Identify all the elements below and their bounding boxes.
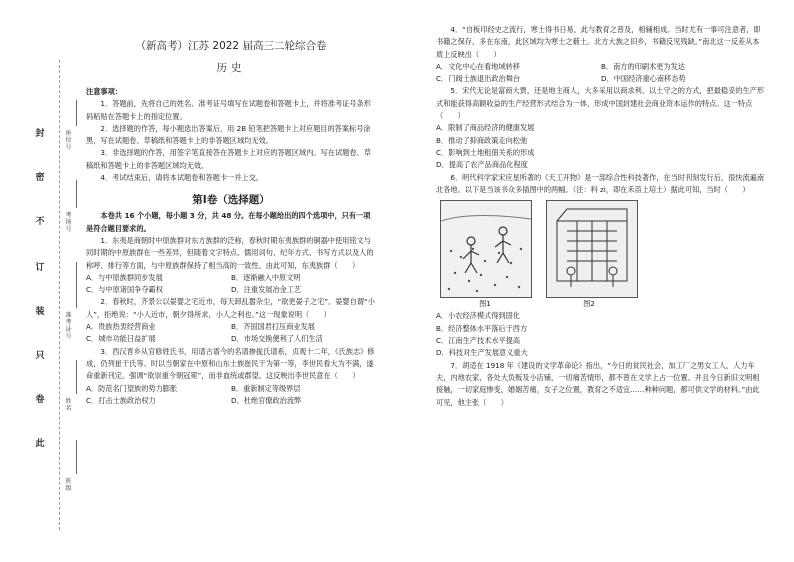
left-column xyxy=(86,24,376,407)
field-line xyxy=(76,262,77,308)
binding-char: 装 xyxy=(35,307,45,317)
option: A．小农经济模式得到固化 xyxy=(436,311,520,321)
binding-char: 订 xyxy=(35,263,45,273)
section-title: 第Ⅰ卷（选择题） xyxy=(192,194,270,207)
figure-caption: 图2 xyxy=(583,299,595,309)
field-line xyxy=(76,100,77,126)
option: C．门阀士族退出政治舞台 xyxy=(436,74,521,84)
field-seat-number: 座位号 xyxy=(65,130,72,151)
options-row xyxy=(86,321,376,333)
option: C．影响到土地租佃关系的形成 xyxy=(436,147,535,157)
field-line xyxy=(76,440,77,474)
option: A．限制了商品经济的健康发展 xyxy=(436,123,535,133)
options-row xyxy=(436,61,766,73)
option: B．齐国国君打压商业发展 xyxy=(231,322,315,332)
figure-1-illustration xyxy=(440,200,532,298)
option: D．提高了农产品商品化程度 xyxy=(436,160,528,170)
section-instructions: 本卷共 16 个小题，每小题 3 分，共 48 分。在每小题给出的四个选项中，只有一项是符合题目要求的。 xyxy=(86,211,371,233)
question-stem: 1．东夷是商朝时中原族群对东方族群的泛称，春秋时期东夷族群的铜器中使用铭文与同时期的中原族群在一些差异，但随着文字特点、儒用词句、纪年方式、书写方式以及人的称呼、排行等方面，与中原族群保持了相当高的一致性。由此可知，东夷族群（ ） xyxy=(86,235,374,270)
exam-title: （新高考）江苏 2022 届高三二轮综合卷 xyxy=(135,40,327,52)
figure-caption: 图1 xyxy=(479,299,491,309)
figures xyxy=(440,200,766,298)
option: A．与中原族群同步发展 xyxy=(86,272,163,282)
field-exam-room: 考场号 xyxy=(65,212,72,233)
notice-item: 2．选择题的作答，每小题选出答案后，用 2B 铅笔把答题卡上对应题目的答案标号涂黑，写在试题卷、草稿纸和答题卡上的非答题区域均无效。 xyxy=(86,123,371,146)
binding-char: 只 xyxy=(35,351,45,361)
option: B．经济整体水平落后于西方 xyxy=(436,323,528,333)
field-name: 姓名 xyxy=(65,398,72,412)
option: D．市场交换便利了人们生活 xyxy=(231,334,323,344)
question-stem: 2．春秋时，齐景公以晏婴之宅近市，每天卸乱嚣杂尘，“欲更晏子之宅”。晏婴自谓“小人”，拒绝说：“小人近市，朝夕得所求，小人之利也。”这一现象说明（ ） xyxy=(86,297,375,319)
option: D．注重发展冶金工艺 xyxy=(231,285,302,295)
option: C．打击士族政治权力 xyxy=(86,395,156,405)
figure-captions xyxy=(440,298,766,310)
options-row xyxy=(436,73,766,85)
notice-item: 3．非选择题的作答，用签字笔直接答在答题卡上对应的答题区域内。写在试题卷、草稿纸和答题卡上的非答题区域均无效。 xyxy=(86,148,371,170)
question-stem: 7．胡适在 1918 年《建设的文学革命论》指出，“今日的贫民社会，加工厂之男女工人，人力车夫，内地农家，各处大负贩及小店铺，一切痛苦情形，都不曾在文学上占一位置。并且今日新旧文明相接触，一切家庭惨变，婚姻苦痛，女子之位置，教育之不适宜……种种问题，都可供文学的材料。”由此可见，他主张（ ） xyxy=(436,360,760,407)
question-stem: 4．“自板印经史之流行，寒士得书日易，此与教育之普及，相辅相成。当时尤有一事可注意者，即书籍之保存，多在东南，此区域均为寒士之薮土。北方大族之旧乡，书籍反见残缺。”南北这一反差从本质上反映出（ ） xyxy=(436,25,761,59)
option: B．重新制定等级界层 xyxy=(231,383,301,393)
notice-item: 4．考试结束后，请将本试题卷和答题卡一并上交。 xyxy=(100,173,264,183)
options-row xyxy=(86,333,376,345)
notice-item: 1．答题前，先将自己的姓名、准考证号填写在试题卷和答题卡上，并将准考证号条形码粘贴在答题卡上的指定位置。 xyxy=(86,99,371,121)
options-row xyxy=(86,395,376,407)
field-line xyxy=(76,360,77,394)
binding-char: 卷 xyxy=(35,395,45,405)
field-admission-number: 准考证号 xyxy=(65,312,72,340)
option: B．南方的印刷术更为发达 xyxy=(601,61,685,71)
figure-2-illustration xyxy=(546,200,638,298)
binding-margin xyxy=(0,0,86,562)
binding-char: 封 xyxy=(35,129,45,139)
binding-char: 此 xyxy=(35,439,45,449)
field-class: 班级 xyxy=(65,478,72,492)
options-row xyxy=(86,272,376,284)
options-row xyxy=(86,383,376,395)
binding-char: 不 xyxy=(35,217,45,227)
option: D．杜绝官僚政治流弊 xyxy=(231,395,302,405)
question-stem: 5．宋代无论是富商大贾，还是地主商人，大多采用以商求利、以土守之的方式，把最稳妥的生产形式和能获得高额收益的生产经营形式结合为一体，形成中国封建社会商业资本运作的特点。这一特点（ ） xyxy=(436,86,765,121)
notice-heading: 注意事项： xyxy=(86,87,122,96)
option: D．科技对生产发展意义重大 xyxy=(436,348,528,358)
question-stem: 6．明代科学家宋应星所著的《天工开物》是一部综合性科技著作，在当时刊刻发行后，很快流遍南北各地。以下是当该书众多插图中的两幅。（注：料 zi，即在禾苗上培土）据此可知，当时（ ） xyxy=(436,172,765,194)
option: A．贵族热衷经营商业 xyxy=(86,322,156,332)
option: A．文化中心在看地域转移 xyxy=(436,61,520,71)
field-line xyxy=(76,180,77,208)
exam-subject: 历史 xyxy=(216,62,246,74)
right-column xyxy=(436,24,766,409)
option: A．防范名门望族的势力膨胀 xyxy=(86,383,178,393)
option: B．逐渐融入中原文明 xyxy=(231,272,301,282)
option: C．江南生产技术水平提高 xyxy=(436,336,521,346)
options-row xyxy=(86,284,376,296)
option: D．中国经济重心南移态势 xyxy=(601,74,686,84)
binding-dashed-line xyxy=(59,60,60,530)
option: B．推动了抑商政策走向松弛 xyxy=(436,135,528,145)
question-stem: 3．西汉晋乡从官修姓氏书，用谱古谱今的名谱掺拢氏谱系，贞观十二年，《氏族志》修成，仍列崔干氏等。时以当朝家在中原和山东士族崔民干为第一等，李世民看大为不满，遂命重新刊定。强调“欲崇重今朝冠冕”，而非血统或郡望。这反映出李世民意在（ ） xyxy=(86,346,375,381)
option: C．与中原诸国争夺霸权 xyxy=(86,285,163,295)
option: C．城市功能日益扩展 xyxy=(86,334,156,344)
binding-char: 密 xyxy=(35,173,45,183)
